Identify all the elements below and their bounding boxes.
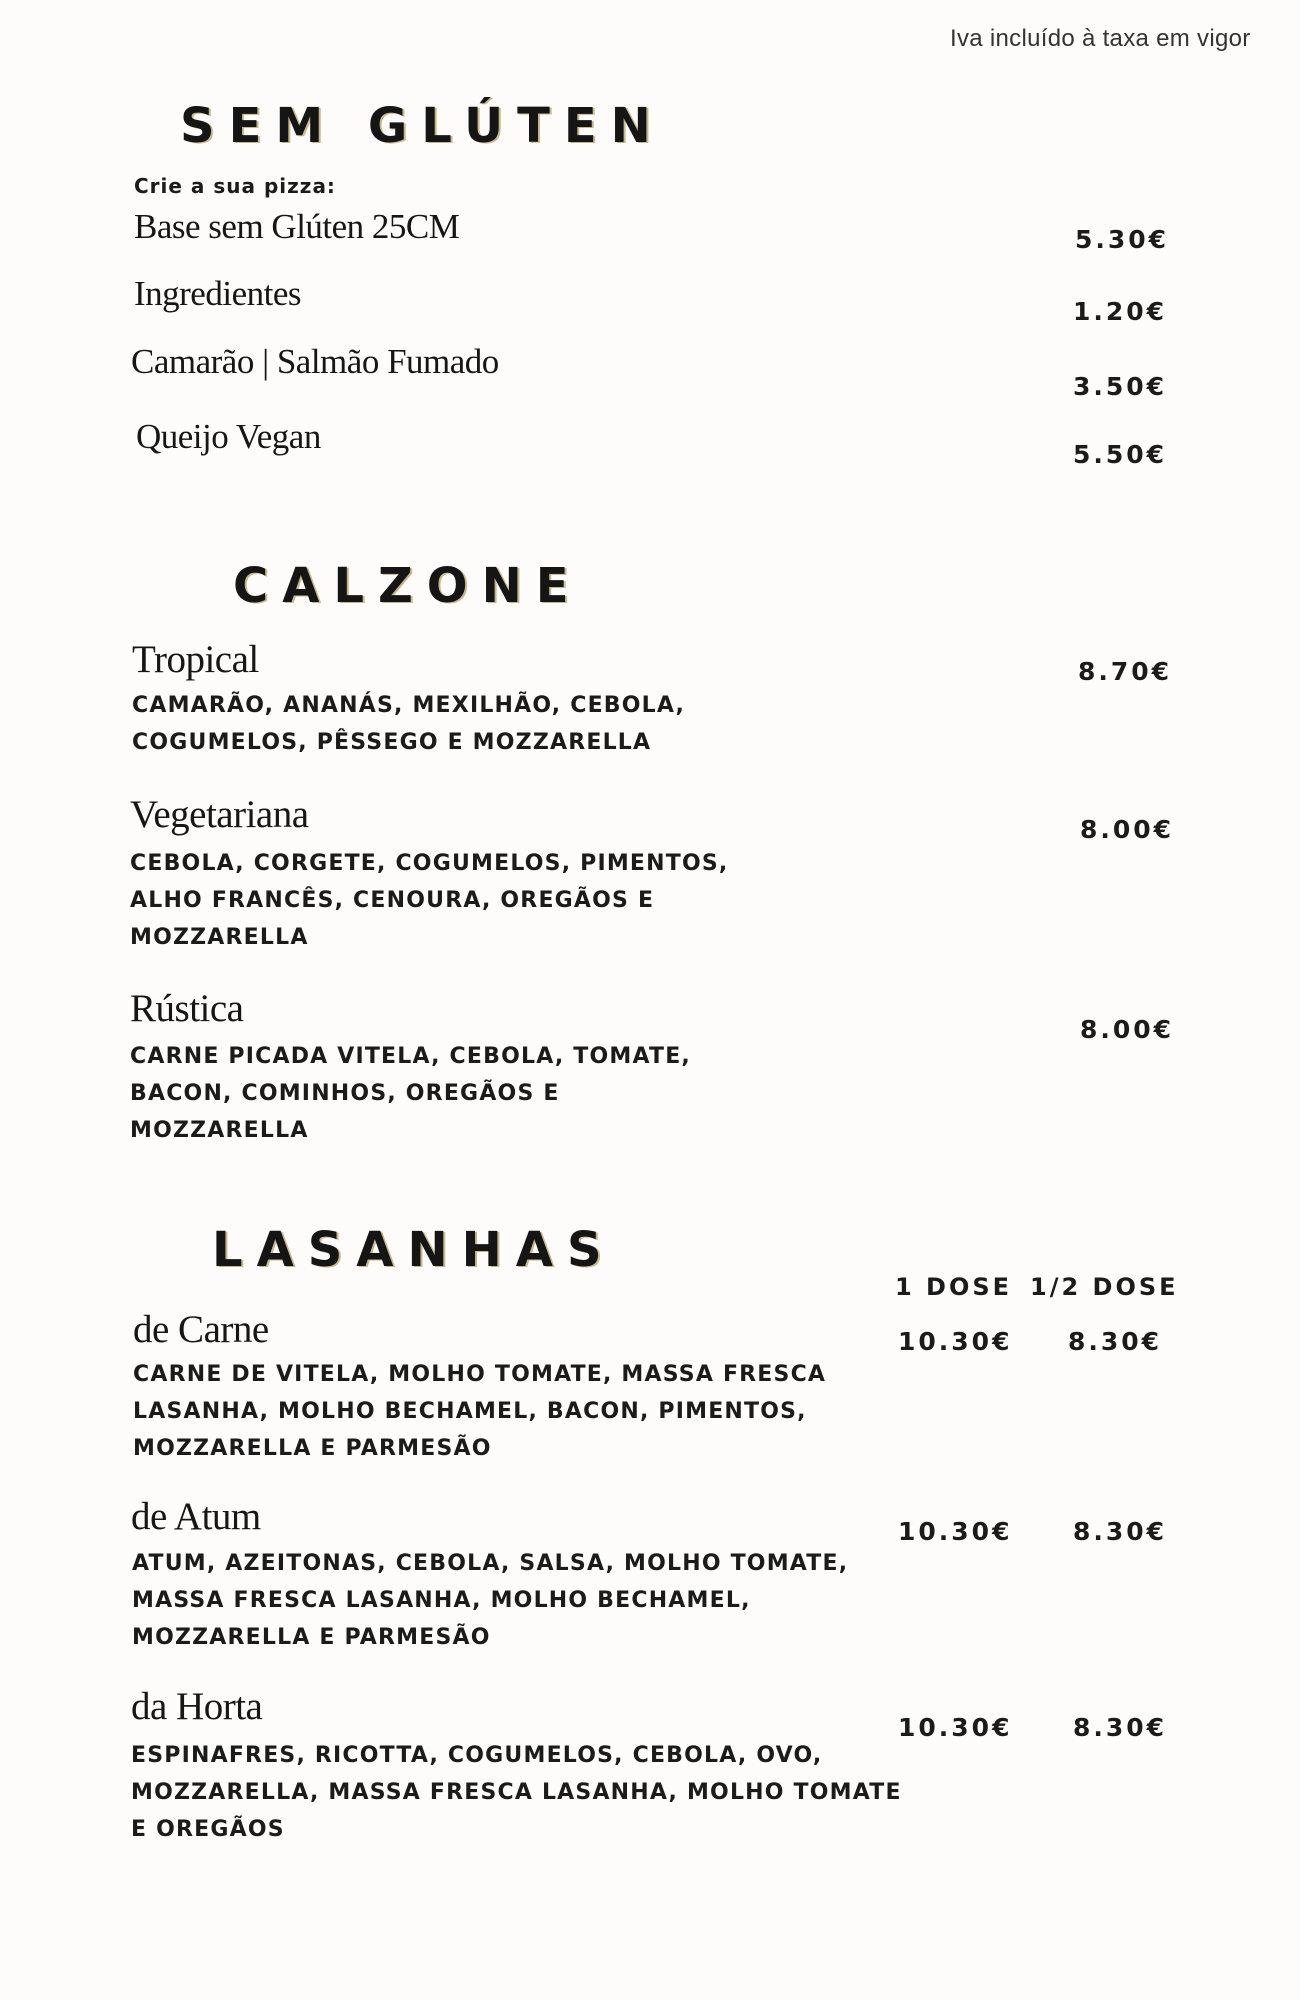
column-header-half-dose: 1/2 DOSE: [1030, 1273, 1179, 1301]
item-description: CEBOLA, CORGETE, COGUMELOS, PIMENTOS, ALHO FRANCÊS, CENOURA, OREGÃOS E MOZZARELLA: [130, 851, 729, 950]
item-name-base-sem-gluten: Base sem Glúten 25CM: [134, 207, 460, 246]
item-description: ATUM, AZEITONAS, CEBOLA, SALSA, MOLHO TOMATE, MASSA FRESCA LASANHA, MOLHO BECHAMEL, MOZZARELLA E PARMESÃO: [132, 1551, 849, 1650]
item-price: 1.20€: [1073, 297, 1168, 326]
item-description: CAMARÃO, ANANÁS, MEXILHÃO, CEBOLA, COGUMELOS, PÊSSEGO E MOZZARELLA: [132, 693, 686, 755]
item-description: CARNE DE VITELA, MOLHO TOMATE, MASSA FRESCA LASANHA, MOLHO BECHAMEL, BACON, PIMENTOS, MOZZARELLA E PARMESÃO: [133, 1362, 827, 1461]
item-name-camarao-salmao: Camarão | Salmão Fumado: [131, 342, 499, 381]
tax-note: Iva incluído à taxa em vigor: [950, 25, 1251, 52]
item-name-queijo-vegan: Queijo Vegan: [136, 417, 321, 456]
item-price-full: 10.30€: [898, 1713, 1013, 1742]
item-price-full: 10.30€: [898, 1327, 1013, 1356]
item-name-de-atum: de Atum: [131, 1495, 261, 1538]
item-name-rustica: Rústica: [130, 987, 244, 1030]
item-price: 5.50€: [1073, 440, 1168, 469]
section-title-calzone: CALZONE: [233, 558, 583, 614]
item-name-de-carne: de Carne: [133, 1308, 269, 1351]
section-title-lasanhas: LASANHAS: [212, 1222, 616, 1278]
item-price-half: 8.30€: [1068, 1327, 1163, 1356]
item-description: ESPINAFRES, RICOTTA, COGUMELOS, CEBOLA, OVO, MOZZARELLA, MASSA FRESCA LASANHA, MOLHO TOMATE E OREGÃOS: [131, 1743, 902, 1842]
item-description: CARNE PICADA VITELA, CEBOLA, TOMATE, BACON, COMINHOS, OREGÃOS E MOZZARELLA: [130, 1044, 691, 1143]
item-price: 8.70€: [1078, 657, 1173, 686]
section-title-sem-gluten: SEM GLÚTEN: [180, 98, 665, 154]
item-price-half: 8.30€: [1073, 1713, 1168, 1742]
item-price: 8.00€: [1080, 815, 1175, 844]
item-name-tropical: Tropical: [132, 638, 259, 681]
item-price: 5.30€: [1075, 225, 1170, 254]
item-name-vegetariana: Vegetariana: [130, 793, 309, 836]
item-price: 8.00€: [1080, 1015, 1175, 1044]
section-subtitle: Crie a sua pizza:: [134, 174, 336, 198]
item-price-half: 8.30€: [1073, 1517, 1168, 1546]
item-name-ingredientes: Ingredientes: [134, 274, 301, 313]
column-header-full-dose: 1 DOSE: [895, 1273, 1013, 1301]
item-price: 3.50€: [1073, 372, 1168, 401]
item-price-full: 10.30€: [898, 1517, 1013, 1546]
item-name-da-horta: da Horta: [131, 1685, 263, 1728]
